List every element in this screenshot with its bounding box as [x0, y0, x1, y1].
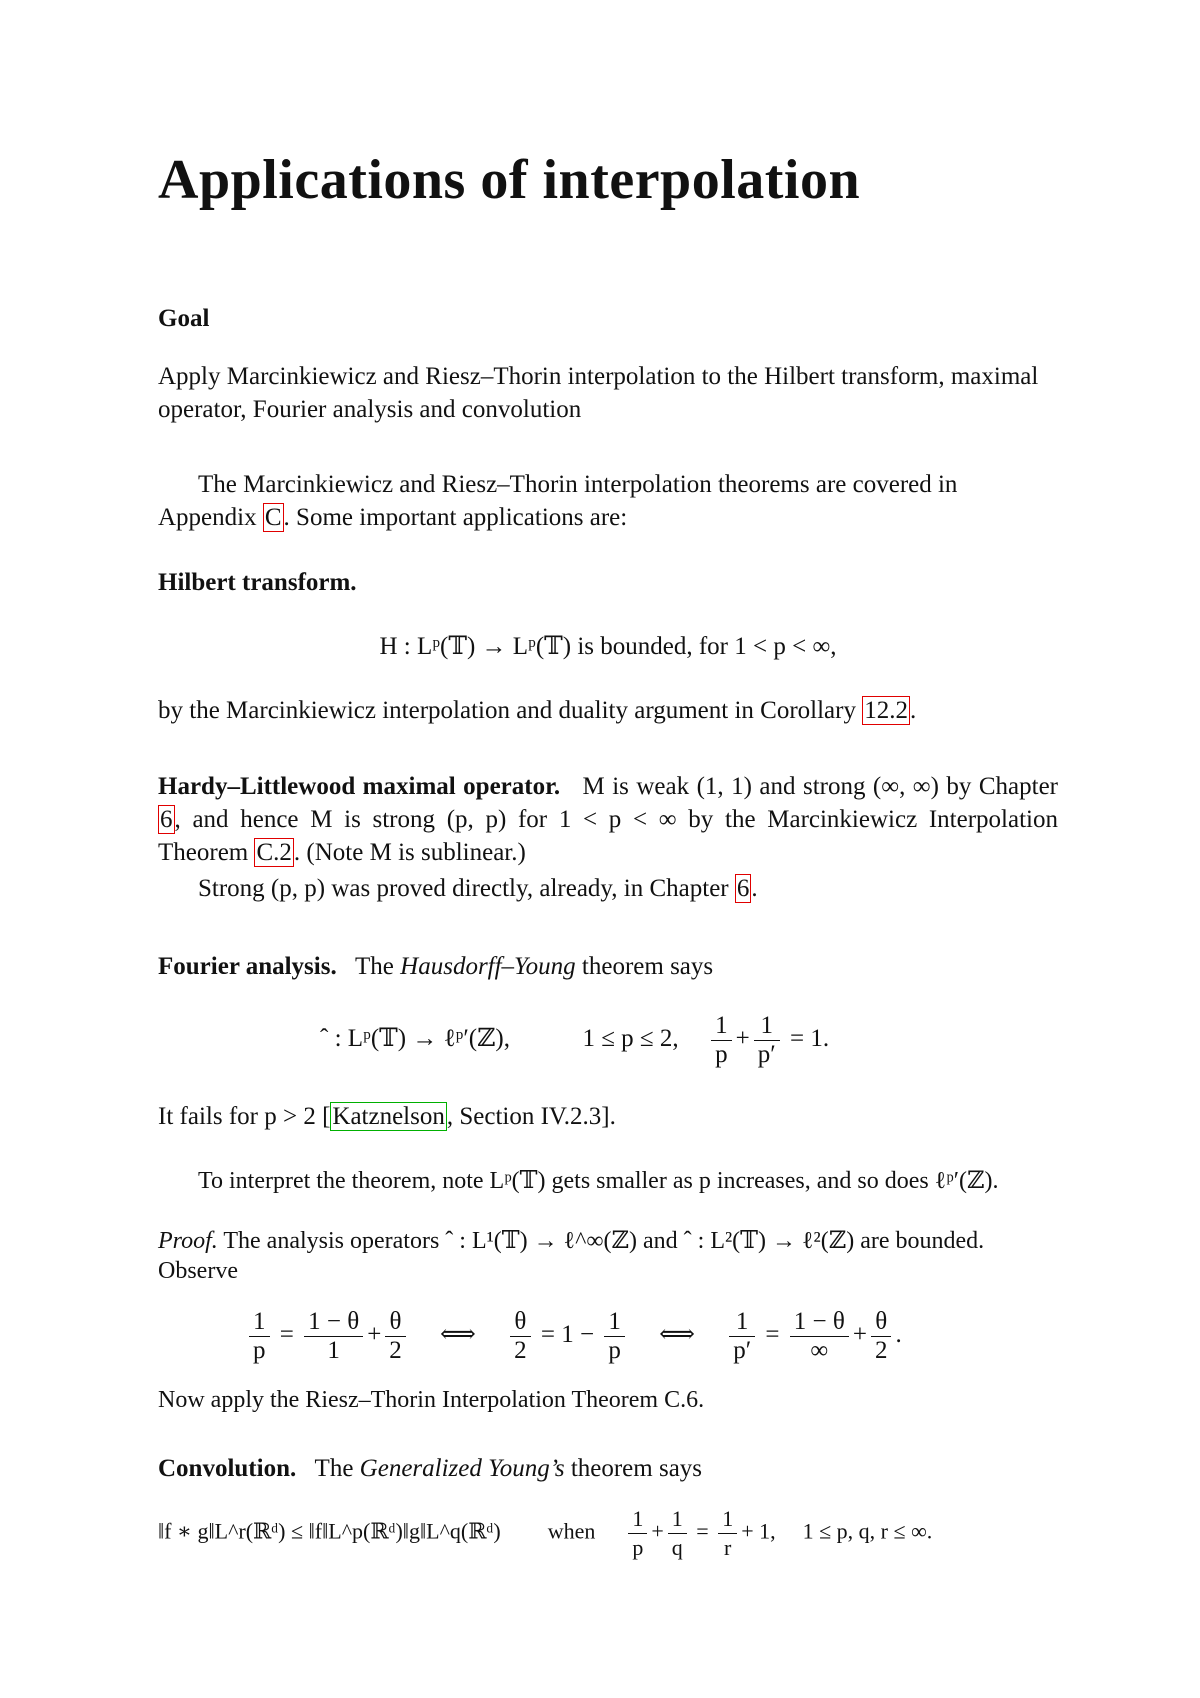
maximal-text-e: .	[751, 875, 758, 902]
hy-frac-2: $\frac{1}{p'}$	[754, 1012, 780, 1069]
intro-text-b: . Some important applications are:	[283, 504, 628, 531]
appendix-c-link[interactable]: C	[264, 504, 282, 531]
intro-paragraph	[158, 468, 1058, 534]
fourier-lead-a: The	[355, 953, 401, 980]
hausdorff-young-equation	[320, 1012, 829, 1069]
interpret-paragraph: To interpret the theorem, note Lᵖ(𝕋) gets smaller as p increases, and so does ℓᵖ′(ℤ).	[198, 1168, 999, 1194]
maximal-text-c: . (Note M is sublinear.)	[293, 839, 526, 866]
proof-paragraph	[158, 1226, 1058, 1286]
theorem-c6-link[interactable]: C.6	[664, 1387, 699, 1413]
theorem-c2-link[interactable]: C.2	[256, 839, 292, 866]
generalized-young-name: Generalized Young’s	[359, 1455, 565, 1482]
goal-heading: Goal	[158, 305, 210, 332]
proof-text: The analysis operators ˆ : L¹(𝕋) → ℓ^∞(ℤ) and ˆ : L²(𝕋) → ℓ²(ℤ) are bounded. Observe	[158, 1228, 985, 1284]
observe-equation: $\frac{1}{p}$ = $\frac{1 - \theta}{1}$ + $\frac{\theta}{2}$ ⟺ $\frac{\theta}{2}$ = 1 − $\frac{1}{p}$ ⟺ $\frac{1}{p'}$ = $\frac{1 - \theta}{\infty}$ + $\frac{\theta}{2}$ .	[245, 1308, 902, 1365]
chapter-6-link[interactable]: 6	[160, 806, 173, 833]
hy-left: ˆ : Lᵖ(𝕋) → ℓᵖ′(ℤ),	[320, 1025, 510, 1053]
intro-text-a: The Marcinkiewicz and Riesz–Thorin interpolation theorems are covered in Appendix	[158, 471, 958, 531]
conv-lead-b: theorem says	[564, 1455, 703, 1482]
young-ineq-left: ‖f ∗ g‖L^r(ℝᵈ) ≤ ‖f‖L^p(ℝᵈ)‖g‖L^q(ℝᵈ)	[158, 1518, 501, 1544]
fails-text-b: , Section IV.2.3].	[446, 1103, 616, 1130]
hilbert-after	[158, 694, 1058, 727]
maximal-text-b: , and hence M is strong (p, p) for 1 < p < ∞ by the Marcinkiewicz Interpolation Theorem	[158, 806, 1058, 866]
apply-line	[158, 1384, 1058, 1417]
hilbert-heading: Hilbert transform.	[158, 569, 357, 596]
page-title: Applications of interpolation	[158, 149, 861, 211]
apply-text-b: .	[698, 1387, 705, 1413]
hilbert-after-text: by the Marcinkiewicz interpolation and duality argument in Corollary	[158, 697, 863, 724]
proof-label: Proof.	[158, 1228, 218, 1254]
maximal-paragraph	[158, 770, 1058, 869]
fourier-heading: Fourier analysis.	[158, 953, 337, 980]
convolution-lead	[158, 1452, 1058, 1485]
hy-frac-1: $\frac{1}{p}$	[711, 1012, 732, 1069]
goal-text: Apply Marcinkiewicz and Riesz–Thorin interpolation to the Hilbert transform, maximal operator, Fourier analysis and convolution	[158, 363, 1039, 423]
maximal-heading: Hardy–Littlewood maximal operator.	[158, 773, 561, 800]
chapter-6-link-2[interactable]: 6	[736, 875, 750, 902]
hausdorff-young-name: Hausdorff–Young	[400, 953, 576, 980]
maximal-paragraph-2	[158, 872, 1058, 905]
conv-lead-a: The	[314, 1455, 360, 1482]
young-range: 1 ≤ p, q, r ≤ ∞.	[802, 1518, 933, 1544]
convolution-heading: Convolution.	[158, 1455, 297, 1482]
hilbert-after-end: .	[909, 697, 917, 724]
fourier-lead	[158, 950, 1058, 983]
young-when: when	[547, 1518, 596, 1544]
fourier-lead-b: theorem says	[575, 953, 714, 980]
fails-line	[158, 1100, 1058, 1133]
hilbert-equation: H : Lᵖ(𝕋) → Lᵖ(𝕋) is bounded, for 1 < p < ∞,	[379, 633, 837, 660]
maximal-text-d: Strong (p, p) was proved directly, already, in Chapter	[198, 875, 735, 902]
corollary-12-2-link[interactable]: 12.2	[864, 697, 908, 724]
hy-end: = 1.	[789, 1025, 830, 1053]
fails-text-a: It fails for p > 2 [	[158, 1103, 331, 1130]
hy-plus: +	[735, 1025, 750, 1053]
apply-text-a: Now apply the Riesz–Thorin Interpolation Theorem	[158, 1387, 665, 1413]
hy-mid: 1 ≤ p ≤ 2,	[582, 1025, 679, 1053]
maximal-text-a: M is weak (1, 1) and strong (∞, ∞) by Chapter	[582, 773, 1058, 800]
young-inequality: ‖f ∗ g‖L^r(ℝᵈ) ≤ ‖f‖L^p(ℝᵈ)‖g‖L^q(ℝᵈ) when $\frac{1}{p}$ + $\frac{1}{q}$ = $\frac{1}{r}$ + 1, 1 ≤ p, q, r ≤ ∞.	[158, 1506, 933, 1560]
katznelson-citation[interactable]: Katznelson	[332, 1103, 445, 1130]
